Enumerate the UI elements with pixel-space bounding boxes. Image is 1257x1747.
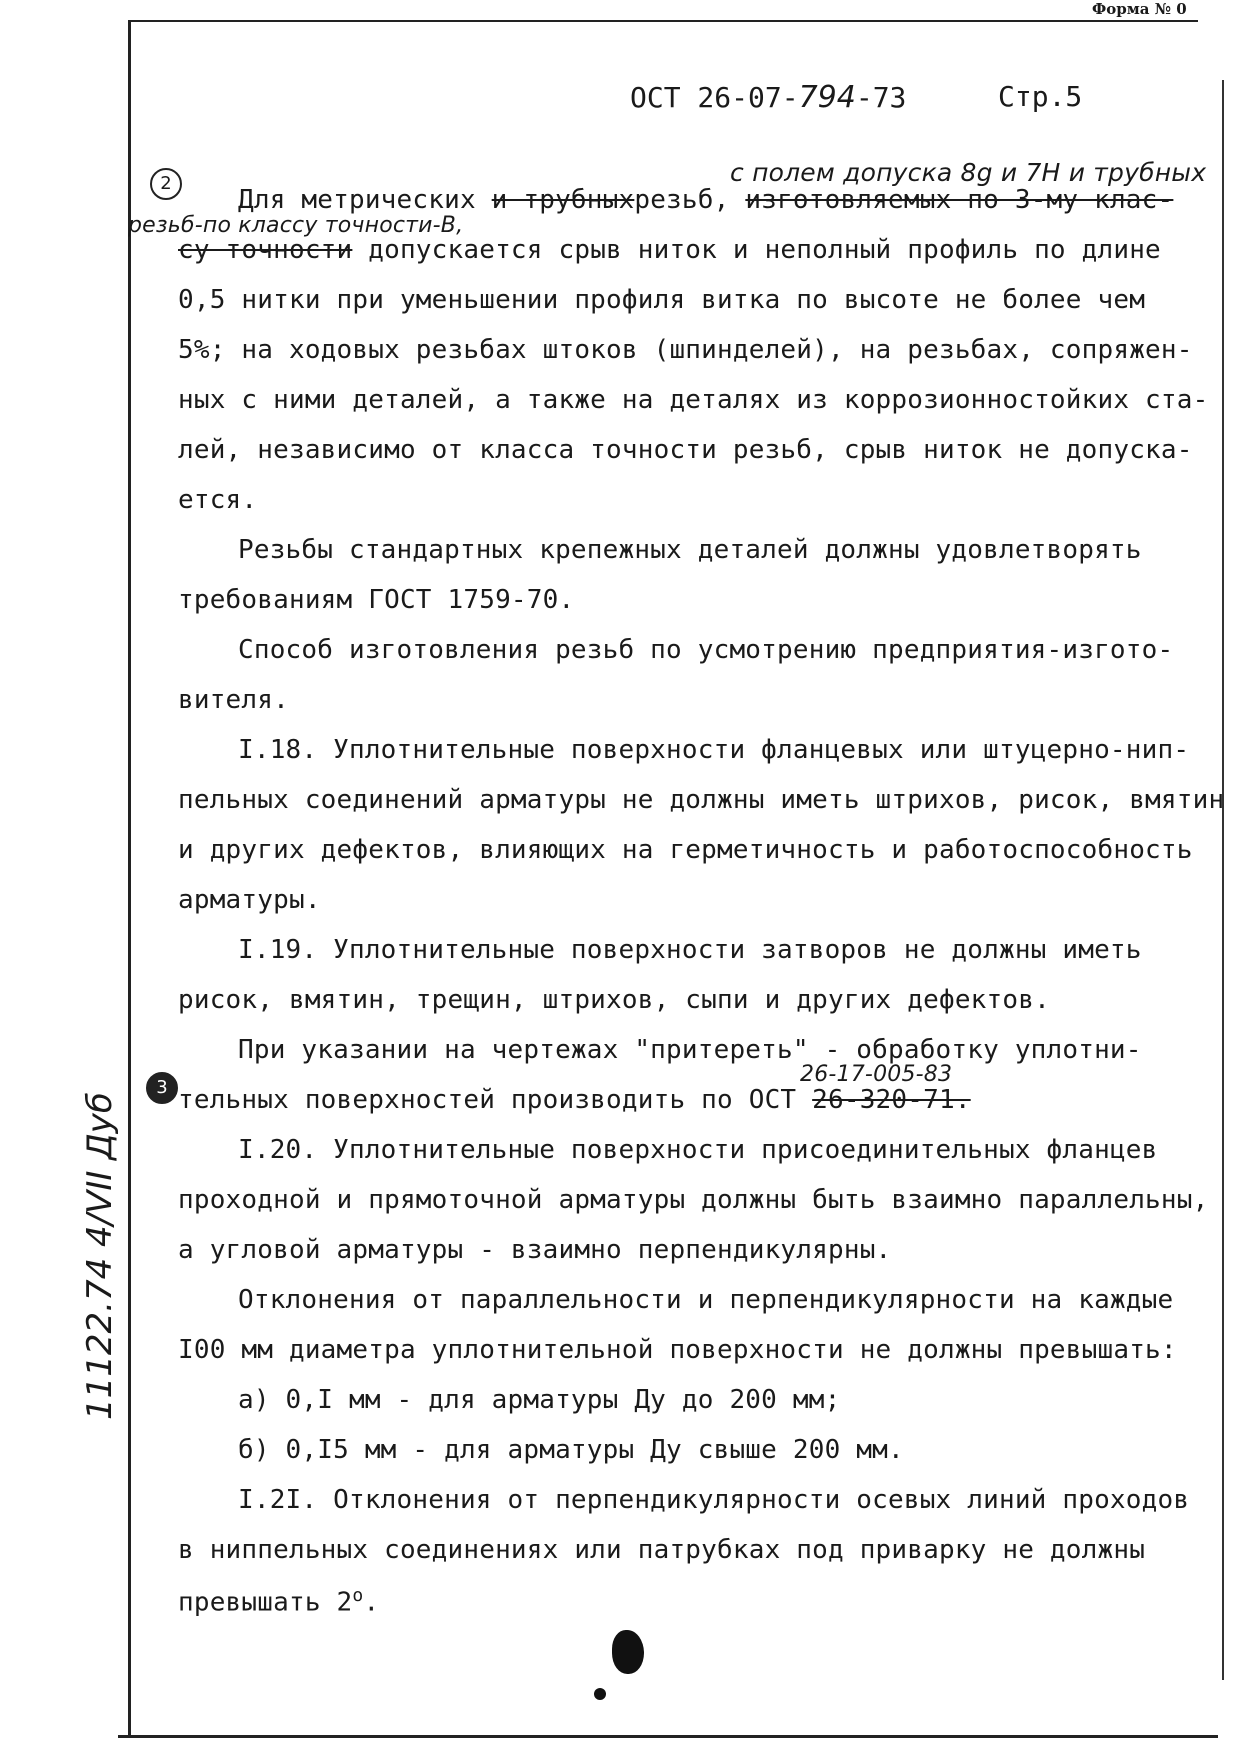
p1-struck-text-3: су точности — [178, 235, 353, 265]
p1-struck-text: и трубных — [491, 185, 635, 215]
p1-line-3: 0,5 нитки при уменьшении профиля витка по высоте не более чем — [178, 285, 1146, 315]
p3-line-2: вителя. — [178, 685, 289, 715]
handwritten-ost-number: 26-17-005-83 — [800, 1062, 953, 1087]
ink-dot — [594, 1688, 606, 1700]
p1-line-6: лей, независимо от класса точности резьб, срыв ниток не допуска- — [178, 435, 1193, 465]
frame-right-border — [1222, 80, 1224, 1680]
p8-item-a: а) 0,I мм - для арматуры Ду до 200 мм; — [238, 1385, 841, 1415]
p6-line-2 — [178, 1085, 971, 1115]
p9-line-3 — [178, 1585, 379, 1618]
frame-top-border — [128, 20, 1198, 22]
p9-text-b: . — [363, 1587, 380, 1618]
handwritten-insert-class: резьб-по классу точности-В, — [128, 213, 464, 238]
p8-line-2: I00 мм диаметра уплотнительной поверхности не должны превышать: — [178, 1335, 1177, 1365]
p1-line-4: 5%; на ходовых резьбах штоков (шпинделей), на резьбах, сопряжен- — [178, 335, 1193, 365]
p7-line-3: а угловой арматуры - взаимно перпендикулярны. — [178, 1235, 892, 1265]
p1-line-5: ных с ними деталей, а также на деталях из коррозионностойких ста- — [178, 385, 1209, 415]
margin-handwritten-note: 11122.74 4/VII Дуб — [80, 1092, 120, 1420]
handwritten-insert-tolerance: с полем допуска 8g и 7Н и трубных — [730, 158, 1207, 187]
p1-struck-text-2: изготовляемых по 3-му клас- — [745, 185, 1174, 215]
p1-text-a: Для метрических — [238, 185, 492, 215]
p4-line-3: и других дефектов, влияющих на герметичность и работоспособность — [178, 835, 1193, 865]
code-prefix: ОСТ 26-07- — [630, 81, 799, 114]
code-suffix: -73 — [855, 81, 907, 114]
frame-bottom-border — [118, 1735, 1218, 1738]
p6-text-a: тельных поверхностей производить по ОСТ — [178, 1085, 813, 1115]
p4-line-4: арматуры. — [178, 885, 321, 915]
p1-line-7: ется. — [178, 485, 258, 515]
revision-circle-2: 2 — [150, 168, 182, 200]
degree-superscript: о — [352, 1585, 364, 1606]
p9-text-a: превышать 2 — [178, 1587, 353, 1618]
p8-item-b: б) 0,I5 мм - для арматуры Ду свыше 200 мм. — [238, 1435, 904, 1465]
p1-text-c: допускается срыв ниток и неполный профиль по длине — [352, 235, 1161, 265]
p6-struck-text: 26-320-71. — [812, 1085, 971, 1115]
p4-line-2: пельных соединений арматуры не должны иметь штрихов, рисок, вмятин — [178, 785, 1225, 815]
p4-line-1: I.18. Уплотнительные поверхности фланцевых или штуцерно-нип- — [238, 735, 1190, 765]
p6-line-1: При указании на чертежах "притереть" - обработку уплотни- — [238, 1035, 1142, 1065]
ink-blot — [612, 1630, 644, 1674]
p9-line-1: I.2I. Отклонения от перпендикулярности осевых линий проходов — [238, 1485, 1190, 1515]
p1-text-b: резьб, — [634, 185, 746, 215]
revision-circle-3: 3 — [146, 1072, 178, 1104]
code-handwritten: 794 — [798, 80, 856, 115]
p7-line-2: проходной и прямоточной арматуры должны быть взаимно параллельны, — [178, 1185, 1209, 1215]
page-number: Стр.5 — [998, 80, 1083, 113]
p1-line-1 — [238, 185, 1173, 215]
p9-line-2: в ниппельных соединениях или патрубках под приварку не должны — [178, 1535, 1146, 1565]
p5-line-2: рисок, вмятин, трещин, штрихов, сыпи и других дефектов. — [178, 985, 1050, 1015]
p5-line-1: I.19. Уплотнительные поверхности затворов не должны иметь — [238, 935, 1142, 965]
p7-line-1: I.20. Уплотнительные поверхности присоединительных фланцев — [238, 1135, 1158, 1165]
document-code — [630, 80, 906, 115]
p1-line-2 — [178, 235, 1161, 265]
p3-line-1: Способ изготовления резьб по усмотрению предприятия-изгото- — [238, 635, 1174, 665]
form-label: Форма № 0 — [1092, 0, 1187, 18]
p2-line-2: требованиям ГОСТ 1759-70. — [178, 585, 575, 615]
p8-line-1: Отклонения от параллельности и перпендикулярности на каждые — [238, 1285, 1174, 1315]
frame-left-border — [128, 20, 131, 1737]
p2-line-1: Резьбы стандартных крепежных деталей должны удовлетворять — [238, 535, 1142, 565]
